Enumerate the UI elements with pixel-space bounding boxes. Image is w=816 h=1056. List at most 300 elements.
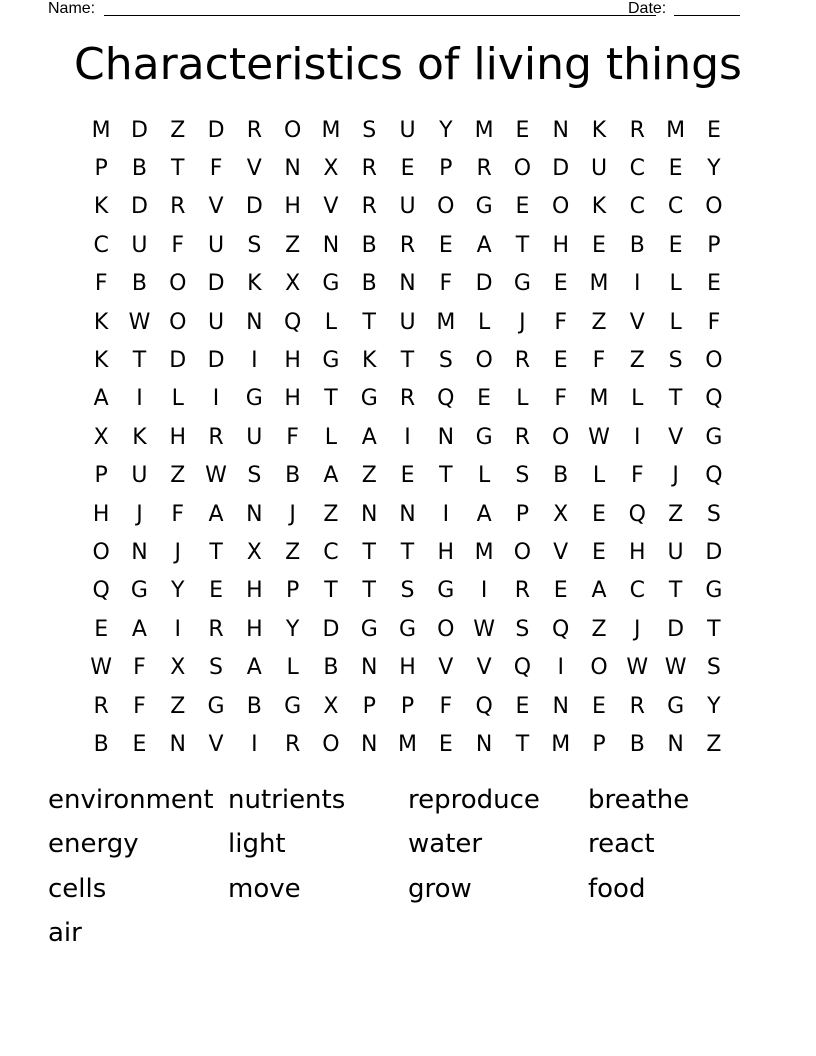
grid-letter: F: [439, 693, 453, 719]
grid-letter: I: [174, 616, 181, 642]
grid-letter: L: [516, 386, 529, 412]
grid-letter: A: [208, 501, 224, 527]
grid-letter: W: [473, 616, 495, 642]
grid-letter: P: [515, 501, 530, 527]
grid-letter: A: [246, 655, 262, 681]
grid-letter: W: [664, 655, 687, 681]
grid-letter: R: [629, 117, 645, 143]
grid-letter: P: [707, 232, 721, 258]
grid-letter: G: [322, 348, 340, 374]
grid-letter: T: [515, 232, 530, 258]
grid-letter: Q: [552, 616, 570, 642]
grid-letter: G: [705, 424, 723, 450]
grid-letter: D: [130, 117, 148, 143]
grid-letter: S: [247, 232, 262, 258]
grid-letter: H: [552, 232, 569, 258]
grid-letter: T: [362, 578, 376, 604]
grid-letter: J: [136, 501, 143, 527]
grid-letter: S: [400, 578, 415, 604]
grid-letter: O: [475, 348, 493, 374]
word-list: [48, 778, 768, 955]
grid-letter: J: [289, 501, 296, 527]
grid-letter: T: [132, 348, 147, 374]
grid-letter: R: [399, 386, 416, 412]
grid-letter: Z: [629, 348, 645, 374]
grid-letter: L: [171, 386, 184, 412]
grid-letter: P: [362, 693, 376, 719]
grid-letter: O: [705, 348, 723, 374]
grid-letter: S: [706, 655, 721, 681]
grid-letter: S: [209, 655, 224, 681]
grid-letter: Q: [513, 655, 532, 681]
grid-letter: Z: [361, 463, 377, 489]
grid-letter: Q: [283, 309, 302, 335]
grid-letter: N: [169, 731, 186, 757]
grid-letter: E: [553, 348, 568, 374]
grid-letter: F: [171, 501, 185, 527]
grid-letter: F: [554, 309, 568, 335]
grid-letter: E: [706, 271, 721, 297]
grid-letter: M: [321, 117, 341, 143]
grid-letter: V: [208, 731, 224, 757]
grid-letter: N: [552, 693, 569, 719]
grid-letter: S: [247, 463, 262, 489]
grid-letter: Q: [705, 463, 723, 489]
grid-letter: Q: [437, 386, 455, 412]
grid-letter: P: [94, 463, 108, 489]
grid-letter: G: [398, 616, 417, 642]
grid-letter: H: [437, 539, 455, 565]
grid-letter: M: [666, 117, 686, 143]
grid-letter: R: [170, 194, 186, 220]
grid-letter: E: [438, 731, 453, 757]
grid-letter: K: [93, 309, 109, 335]
grid-letter: Z: [706, 731, 722, 757]
grid-letter: X: [323, 156, 339, 182]
grid-letter: O: [322, 731, 340, 757]
grid-letter: D: [207, 348, 225, 374]
grid-letter: L: [324, 424, 338, 450]
grid-letter: C: [323, 539, 339, 565]
grid-letter: S: [515, 463, 530, 489]
grid-letter: G: [513, 271, 531, 297]
grid-letter: J: [519, 309, 526, 335]
grid-letter: Z: [285, 232, 301, 258]
grid-letter: D: [169, 348, 187, 374]
grid-letter: E: [553, 578, 568, 604]
grid-letter: I: [480, 578, 488, 604]
grid-letter: R: [246, 117, 262, 143]
grid-letter: C: [93, 232, 109, 258]
grid-letter: O: [92, 539, 110, 565]
grid-letter: G: [360, 616, 378, 642]
grid-letter: E: [592, 539, 606, 565]
grid-letter: K: [93, 348, 109, 374]
grid-letter: Q: [92, 578, 110, 604]
grid-letter: I: [442, 501, 450, 527]
grid-letter: P: [400, 693, 415, 719]
grid-letter: Q: [705, 386, 723, 412]
grid-letter: J: [634, 616, 641, 642]
grid-letter: T: [439, 463, 453, 489]
grid-letter: Z: [170, 463, 186, 489]
grid-letter: F: [209, 156, 223, 182]
grid-letter: W: [588, 424, 610, 450]
grid-letter: U: [207, 309, 225, 335]
grid-letter: E: [515, 194, 530, 220]
grid-letter: Z: [591, 616, 607, 642]
grid-letter: I: [212, 386, 220, 412]
grid-letter: N: [360, 655, 378, 681]
grid-letter: E: [209, 578, 223, 604]
grid-letter: K: [591, 117, 607, 143]
grid-letter: Y: [171, 578, 185, 604]
grid-letter: X: [93, 424, 109, 450]
grid-letter: Z: [170, 117, 186, 143]
grid-letter: T: [171, 156, 185, 182]
grid-letter: M: [436, 309, 456, 335]
grid-letter: N: [322, 232, 340, 258]
grid-letter: W: [626, 655, 649, 681]
grid-letter: N: [246, 501, 263, 527]
grid-letter: W: [90, 655, 113, 681]
grid-letter: V: [476, 655, 492, 681]
grid-letter: Z: [170, 693, 186, 719]
grid-letter: A: [131, 616, 147, 642]
grid-letter: W: [205, 463, 227, 489]
grid-letter: Y: [439, 117, 453, 143]
grid-letter: H: [284, 386, 301, 412]
grid-letter: U: [207, 232, 225, 258]
grid-letter: O: [437, 194, 455, 220]
grid-letter: K: [132, 424, 147, 450]
grid-letter: R: [514, 578, 531, 604]
grid-letter: L: [669, 271, 682, 297]
grid-letter: N: [437, 424, 455, 450]
grid-letter: E: [592, 693, 606, 719]
grid-letter: R: [361, 156, 377, 182]
grid-letter: B: [361, 232, 377, 258]
grid-letter: C: [629, 156, 645, 182]
grid-letter: P: [439, 156, 453, 182]
grid-letter: G: [322, 271, 340, 297]
word-list-item: food: [588, 873, 646, 904]
grid-letter: D: [130, 194, 148, 220]
grid-letter: A: [591, 578, 607, 604]
word-list-item: reproduce: [408, 785, 540, 816]
grid-letter: M: [474, 117, 494, 143]
grid-letter: L: [286, 655, 299, 681]
grid-letter: C: [667, 194, 684, 220]
grid-letter: H: [399, 655, 416, 681]
letter-grid: [82, 111, 733, 764]
grid-letter: D: [245, 194, 263, 220]
grid-letter: V: [553, 539, 569, 565]
grid-letter: N: [399, 271, 416, 297]
grid-letter: I: [136, 386, 143, 412]
grid-letter: U: [399, 309, 416, 335]
grid-letter: K: [247, 271, 262, 297]
grid-letter: H: [92, 501, 110, 527]
grid-letter: R: [476, 156, 492, 182]
grid-letter: E: [438, 232, 453, 258]
grid-letter: N: [552, 117, 569, 143]
grid-letter: X: [323, 693, 339, 719]
grid-letter: E: [706, 117, 721, 143]
grid-letter: P: [285, 578, 300, 604]
grid-letter: P: [94, 156, 108, 182]
grid-letter: X: [285, 271, 301, 297]
grid-letter: I: [634, 424, 641, 450]
grid-letter: N: [667, 731, 684, 757]
grid-letter: N: [284, 156, 301, 182]
grid-letter: G: [284, 693, 302, 719]
grid-letter: R: [399, 232, 416, 258]
grid-letter: C: [629, 194, 645, 220]
grid-letter: F: [630, 463, 644, 489]
grid-letter: G: [475, 194, 493, 220]
date-blank-line: [674, 15, 740, 16]
grid-letter: R: [93, 693, 109, 719]
grid-letter: U: [399, 194, 416, 220]
grid-letter: Y: [707, 156, 721, 182]
grid-letter: U: [246, 424, 263, 450]
word-list-item: cells: [48, 873, 107, 904]
grid-letter: F: [439, 271, 453, 297]
grid-letter: D: [207, 271, 225, 297]
grid-letter: U: [131, 232, 148, 258]
grid-letter: Y: [285, 616, 300, 642]
grid-letter: N: [399, 501, 416, 527]
grid-letter: G: [437, 578, 455, 604]
grid-letter: H: [169, 424, 187, 450]
grid-letter: M: [589, 271, 609, 297]
grid-letter: F: [707, 309, 721, 335]
grid-letter: R: [514, 424, 531, 450]
grid-letter: B: [131, 271, 147, 297]
word-list-item: nutrients: [228, 785, 346, 816]
grid-letter: L: [477, 463, 491, 489]
grid-letter: V: [246, 156, 262, 182]
name-label: Name:: [48, 0, 96, 17]
grid-letter: E: [94, 616, 109, 642]
grid-letter: L: [592, 463, 606, 489]
grid-letter: S: [515, 616, 530, 642]
grid-letter: O: [283, 117, 302, 143]
grid-letter: E: [592, 501, 606, 527]
grid-letter: R: [514, 348, 531, 374]
word-list-item: light: [228, 829, 286, 860]
grid-letter: H: [246, 616, 263, 642]
grid-letter: U: [590, 156, 608, 182]
grid-letter: E: [477, 386, 492, 412]
grid-letter: A: [361, 424, 377, 450]
grid-letter: L: [477, 309, 491, 335]
grid-letter: T: [209, 539, 223, 565]
grid-letter: Z: [591, 309, 607, 335]
grid-letter: Y: [707, 693, 721, 719]
grid-letter: I: [251, 731, 258, 757]
grid-letter: F: [171, 232, 185, 258]
grid-letter: L: [669, 309, 682, 335]
grid-letter: R: [208, 424, 224, 450]
grid-letter: R: [284, 731, 301, 757]
grid-letter: R: [361, 194, 377, 220]
grid-letter: T: [324, 386, 338, 412]
grid-letter: Q: [628, 501, 646, 527]
grid-letter: D: [207, 117, 225, 143]
grid-letter: D: [705, 539, 723, 565]
grid-letter: B: [285, 463, 301, 489]
grid-letter: E: [515, 693, 530, 719]
grid-letter: D: [322, 616, 340, 642]
word-list-item: move: [228, 873, 301, 904]
grid-letter: U: [131, 463, 148, 489]
grid-letter: S: [362, 117, 377, 143]
grid-letter: T: [668, 578, 683, 604]
grid-letter: E: [400, 156, 415, 182]
grid-letter: T: [362, 539, 376, 565]
grid-letter: V: [438, 655, 454, 681]
grid-letter: N: [246, 309, 263, 335]
word-list-item: energy: [48, 829, 139, 860]
grid-letter: T: [362, 309, 376, 335]
word-list-item: air: [48, 918, 82, 949]
grid-letter: D: [475, 271, 493, 297]
grid-letter: M: [589, 386, 609, 412]
grid-letter: O: [552, 194, 570, 220]
grid-letter: B: [361, 271, 377, 297]
grid-letter: A: [476, 232, 492, 258]
grid-letter: T: [668, 386, 683, 412]
grid-letter: Q: [475, 693, 493, 719]
grid-letter: O: [590, 655, 608, 681]
name-blank-line: [104, 15, 656, 16]
grid-letter: I: [251, 348, 258, 374]
grid-letter: W: [128, 309, 151, 335]
grid-letter: U: [667, 539, 684, 565]
grid-letter: N: [475, 731, 493, 757]
grid-letter: J: [672, 463, 679, 489]
grid-letter: S: [438, 348, 453, 374]
grid-letter: E: [132, 731, 147, 757]
grid-letter: I: [557, 655, 564, 681]
grid-letter: H: [284, 194, 301, 220]
grid-letter: O: [169, 309, 187, 335]
header-line: [48, 0, 748, 20]
grid-letter: F: [286, 424, 299, 450]
grid-letter: B: [131, 156, 147, 182]
grid-letter: D: [552, 156, 570, 182]
grid-letter: O: [437, 616, 455, 642]
grid-letter: H: [246, 578, 263, 604]
grid-letter: Z: [668, 501, 684, 527]
grid-letter: C: [629, 578, 645, 604]
grid-letter: H: [284, 348, 301, 374]
grid-letter: L: [324, 309, 338, 335]
grid-letter: J: [174, 539, 181, 565]
grid-letter: V: [208, 194, 224, 220]
grid-letter: X: [553, 501, 569, 527]
grid-letter: B: [246, 693, 262, 719]
word-list-item: grow: [408, 873, 472, 904]
grid-letter: F: [133, 693, 146, 719]
grid-letter: N: [360, 731, 378, 757]
grid-letter: E: [668, 156, 683, 182]
grid-letter: N: [360, 501, 378, 527]
grid-letter: G: [245, 386, 263, 412]
grid-letter: B: [93, 731, 109, 757]
word-list-item: environment: [48, 785, 214, 816]
grid-letter: H: [629, 539, 646, 565]
grid-letter: A: [93, 386, 109, 412]
grid-letter: O: [513, 156, 532, 182]
grid-letter: Z: [323, 501, 339, 527]
grid-letter: T: [324, 578, 338, 604]
grid-letter: F: [592, 348, 606, 374]
grid-letter: X: [246, 539, 262, 565]
grid-letter: V: [629, 309, 645, 335]
grid-letter: B: [629, 731, 645, 757]
grid-letter: T: [515, 731, 530, 757]
grid-letter: B: [553, 463, 569, 489]
grid-letter: B: [629, 232, 645, 258]
grid-letter: T: [400, 348, 415, 374]
word-list-item: water: [408, 829, 483, 860]
grid-letter: L: [631, 386, 644, 412]
grid-letter: O: [705, 194, 723, 220]
grid-letter: Z: [285, 539, 301, 565]
grid-letter: F: [133, 655, 146, 681]
grid-letter: O: [169, 271, 187, 297]
grid-letter: E: [553, 271, 568, 297]
date-label: Date:: [628, 0, 667, 17]
grid-letter: E: [592, 232, 606, 258]
grid-letter: N: [131, 539, 148, 565]
grid-letter: V: [668, 424, 684, 450]
grid-letter: P: [592, 731, 606, 757]
word-list-item: react: [588, 829, 655, 860]
grid-letter: M: [398, 731, 418, 757]
grid-letter: X: [170, 655, 186, 681]
grid-letter: G: [705, 578, 723, 604]
grid-letter: B: [323, 655, 339, 681]
grid-letter: F: [554, 386, 568, 412]
grid-letter: V: [323, 194, 339, 220]
grid-letter: E: [668, 232, 683, 258]
grid-letter: E: [515, 117, 530, 143]
grid-letter: R: [208, 616, 224, 642]
grid-letter: T: [707, 616, 721, 642]
grid-letter: K: [591, 194, 607, 220]
grid-letter: A: [476, 501, 492, 527]
grid-letter: T: [400, 539, 415, 565]
grid-letter: G: [667, 693, 685, 719]
grid-letter: D: [667, 616, 685, 642]
grid-letter: S: [668, 348, 683, 374]
grid-letter: M: [474, 539, 494, 565]
grid-letter: G: [207, 693, 225, 719]
grid-letter: R: [629, 693, 645, 719]
grid-letter: S: [706, 501, 721, 527]
grid-letter: M: [91, 117, 111, 143]
grid-letter: G: [475, 424, 493, 450]
grid-letter: G: [130, 578, 148, 604]
grid-letter: O: [513, 539, 532, 565]
grid-letter: E: [400, 463, 415, 489]
grid-letter: G: [360, 386, 378, 412]
grid-letter: I: [404, 424, 411, 450]
